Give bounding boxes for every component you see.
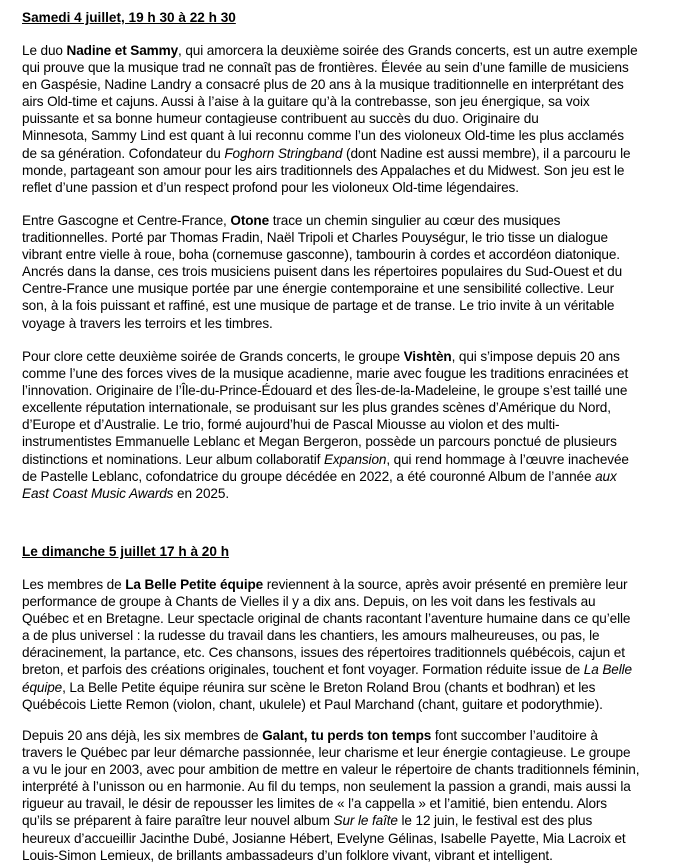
text-line — [22, 696, 682, 713]
text-line — [22, 315, 682, 332]
text-run: reviennent à la source, après avoir présenté en première leur — [263, 577, 628, 592]
paragraph-la-belle-petite-equipe — [22, 576, 682, 713]
text-run: performance de groupe à Chants de Vielles il y a dix ans. Depuis, on les voit dans les festivals au — [22, 594, 596, 610]
text-line — [22, 416, 682, 433]
text-line — [22, 468, 682, 485]
italic-title: La Belle — [583, 662, 632, 678]
text-line — [22, 593, 682, 610]
text-run: trace un chemin singulier au cœur des musiques — [269, 213, 561, 228]
text-run: son, à la fois puissant et raffiné, est une musique de partage et de transe. Le trio invite à un véritable — [22, 298, 615, 314]
text-run: , La Belle Petite équipe réunira sur scène le Breton Roland Brou (chants et bodhran) et les — [62, 679, 596, 695]
text-run: vibrant entre vielle à roue, boha (cornemuse gasconne), tambourin à cordes et accordéon diatonique. — [22, 247, 620, 263]
text-run: , qui s’impose depuis 20 ans — [451, 349, 620, 364]
text-run: en Gaspésie, Nadine Landry a consacré plus de 20 ans à la musique traditionnelle en interprétant des — [22, 77, 624, 93]
italic-title: équipe — [22, 679, 63, 695]
text-run: monde, partageant son amour pour les airs traditionnels des Appalaches et du Midwest. Son jeu est le — [22, 162, 625, 178]
text-run: déracinement, la partance, etc. Ces chansons, issues des répertoires traditionnels québécois, cajun et — [22, 645, 625, 661]
section-heading-sunday: Le dimanche 5 juillet 17 h à 20 h — [22, 544, 229, 559]
artist-name: Vishtèn — [403, 349, 452, 364]
paragraph-galant-tu-perds-ton-temps — [22, 727, 682, 864]
text-line — [22, 348, 682, 365]
text-line — [22, 162, 682, 179]
text-line — [22, 812, 682, 829]
italic-title: aux — [595, 468, 617, 484]
text-run: d’Europe et d’Australie. Le trio, formé aujourd’hui de Pascal Miousse au violon et des multi- — [22, 417, 560, 433]
text-run: Centre-France une musique portée par une énergie contemporaine et une sensibilité collective. Leur — [22, 281, 615, 297]
text-run: en 2025. — [173, 485, 229, 501]
text-run: l’innovation. Originaire de l’Île-du-Prince-Édouard et des Îles-de-la-Madeleine, le groupe s’est taillé une — [22, 383, 628, 399]
text-run: rigueur au travail, le désir de repousser les limites de « l’a cappella » et l’amitié, bien entendu. Alors — [22, 796, 607, 812]
text-line — [22, 59, 682, 76]
text-line — [22, 744, 682, 761]
artist-name: Galant, tu perds ton temps — [262, 728, 432, 743]
paragraph-otone — [22, 212, 682, 332]
text-line — [22, 42, 682, 59]
text-line — [22, 246, 682, 263]
text-run: qui prouve que la musique trad ne connaît pas de frontières. Élevée au sein d’une famille de musiciens — [22, 60, 629, 76]
text-run: voyage à travers les terroirs et les timbres. — [22, 315, 273, 331]
text-line — [22, 145, 682, 162]
text-line — [22, 610, 682, 627]
text-run: Québec et en Bretagne. Leur spectacle original de chants racontant l’aventure humaine dans ce qu’elle — [22, 611, 631, 627]
text-run: travers le Québec par leur démarche passionnée, leur charisme et leur énergie contagieuse. Le groupe — [22, 745, 631, 761]
text-run: Pour clore cette deuxième soirée de Grands concerts, le groupe — [22, 349, 404, 364]
text-line — [22, 110, 682, 127]
italic-title: Foghorn Stringband — [224, 145, 343, 161]
text-run: Louis-Simon Lemieux, de brillants ambassadeurs d’un folklore vivant, vibrant et intelligent. — [22, 847, 553, 863]
text-run: , qui rend hommage à l’œuvre inachevée — [386, 451, 629, 467]
text-run: Minnesota, Sammy Lind est quant à lui reconnu comme l’un des violoneux Old-time les plus acclamés — [22, 128, 624, 144]
text-run: comme l’une des forces vives de la musique acadienne, marie avec fougue les traditions enracinées et — [22, 366, 629, 382]
text-line — [22, 280, 682, 297]
text-run: heureux d’accueillir Jacinthe Dubé, Josianne Hébert, Evelyne Gélinas, Isabelle Payette, Mia Lacroix et — [22, 830, 626, 846]
text-run: de Pastelle Leblanc, cofondatrice du groupe décédée en 2022, a été couronné Album de l’année — [22, 468, 596, 484]
text-line — [22, 661, 682, 678]
text-run: Québécois Liette Remon (violon, chant, ukulele) et Paul Marchand (chant, guitare et podorythmie). — [22, 696, 603, 712]
text-run: font succomber l’auditoire à — [431, 728, 598, 743]
artist-name: La Belle Petite équipe — [125, 577, 264, 592]
text-line — [22, 297, 682, 314]
text-line — [22, 644, 682, 661]
italic-title: East Coast Music Awards — [22, 485, 174, 501]
text-line — [22, 830, 682, 847]
text-run: a de plus universel : la rudesse du travail dans les chantiers, les amours malheureuses, ou pas, le — [22, 628, 600, 644]
text-line — [22, 382, 682, 399]
text-line — [22, 485, 682, 502]
text-run: a vu le jour en 2003, avec pour ambition de mettre en valeur le répertoire de chants traditionnels féminin, — [22, 762, 640, 778]
text-run: airs Old-time et cajuns. Aussi à l’aise à la guitare qu’à la contrebasse, son jeu énergique, sa voix — [22, 94, 590, 110]
artist-name: Otone — [230, 213, 270, 228]
text-run: puissante et sa bonne humeur contagieuse contribuent au succès du duo. Originaire du — [22, 111, 539, 127]
text-line — [22, 451, 682, 468]
text-line — [22, 229, 682, 246]
text-run: breton, et parfois des créations originales, touchent et font voyager. Formation réduite issue de — [22, 662, 584, 678]
text-run: Depuis 20 ans déjà, les six membres de — [22, 728, 263, 743]
text-line — [22, 179, 682, 196]
italic-title: Sur le faîte — [333, 813, 398, 829]
text-run: interprété à l’unisson ou en harmonie. Au fil du temps, non seulement la passion a grandi, mais aussi la — [22, 779, 631, 795]
text-line — [22, 727, 682, 744]
text-run: (dont Nadine est aussi membre), il a parcouru le — [342, 145, 631, 161]
text-line — [22, 627, 682, 644]
text-run: reflet d’une passion et d’un respect profond pour les violoneux Old-time légendaires. — [22, 179, 519, 195]
text-line — [22, 679, 682, 696]
text-run: Le duo — [22, 43, 67, 58]
text-line — [22, 263, 682, 280]
text-line — [22, 127, 682, 144]
text-run: , qui amorcera la deuxième soirée des Grands concerts, est un autre exemple — [178, 43, 638, 58]
text-line — [22, 847, 682, 864]
artist-name: Nadine et Sammy — [66, 43, 179, 58]
text-run: qu’ils se préparent à faire paraître leur nouvel album — [22, 813, 334, 829]
text-line — [22, 433, 682, 450]
italic-title: Expansion — [323, 451, 387, 467]
section-heading-saturday: Samedi 4 juillet, 19 h 30 à 22 h 30 — [22, 10, 236, 25]
text-line — [22, 399, 682, 416]
text-run: de sa génération. Cofondateur du — [22, 145, 225, 161]
text-line — [22, 76, 682, 93]
text-run: distinctions et nominations. Leur album collaboratif — [22, 451, 324, 467]
text-run: Ancrés dans la danse, ces trois musiciens puisent dans les répertoires populaires du Sud-Ouest et du — [22, 264, 623, 280]
text-run: traditionnelles. Porté par Thomas Fradin, Naël Tripoli et Charles Pouységur, le trio tisse un dialogue — [22, 230, 608, 246]
text-run: excellente réputation internationale, se produisant sur les plus grandes scènes d’Amérique du Nord, — [22, 400, 611, 416]
text-line — [22, 365, 682, 382]
text-line — [22, 212, 682, 229]
text-run: Les membres de — [22, 577, 126, 592]
text-run: Entre Gascogne et Centre-France, — [22, 213, 231, 228]
paragraph-nadine-et-sammy — [22, 42, 682, 196]
text-run: le 12 juin, le festival est des plus — [397, 813, 593, 829]
text-line — [22, 93, 682, 110]
paragraph-vishten — [22, 348, 682, 502]
text-line — [22, 778, 682, 795]
text-line — [22, 795, 682, 812]
text-line — [22, 761, 682, 778]
text-run: instrumentistes Emmanuelle Leblanc et Megan Bergeron, possède un parcours ponctué de plusieurs — [22, 434, 617, 450]
text-line — [22, 576, 682, 593]
